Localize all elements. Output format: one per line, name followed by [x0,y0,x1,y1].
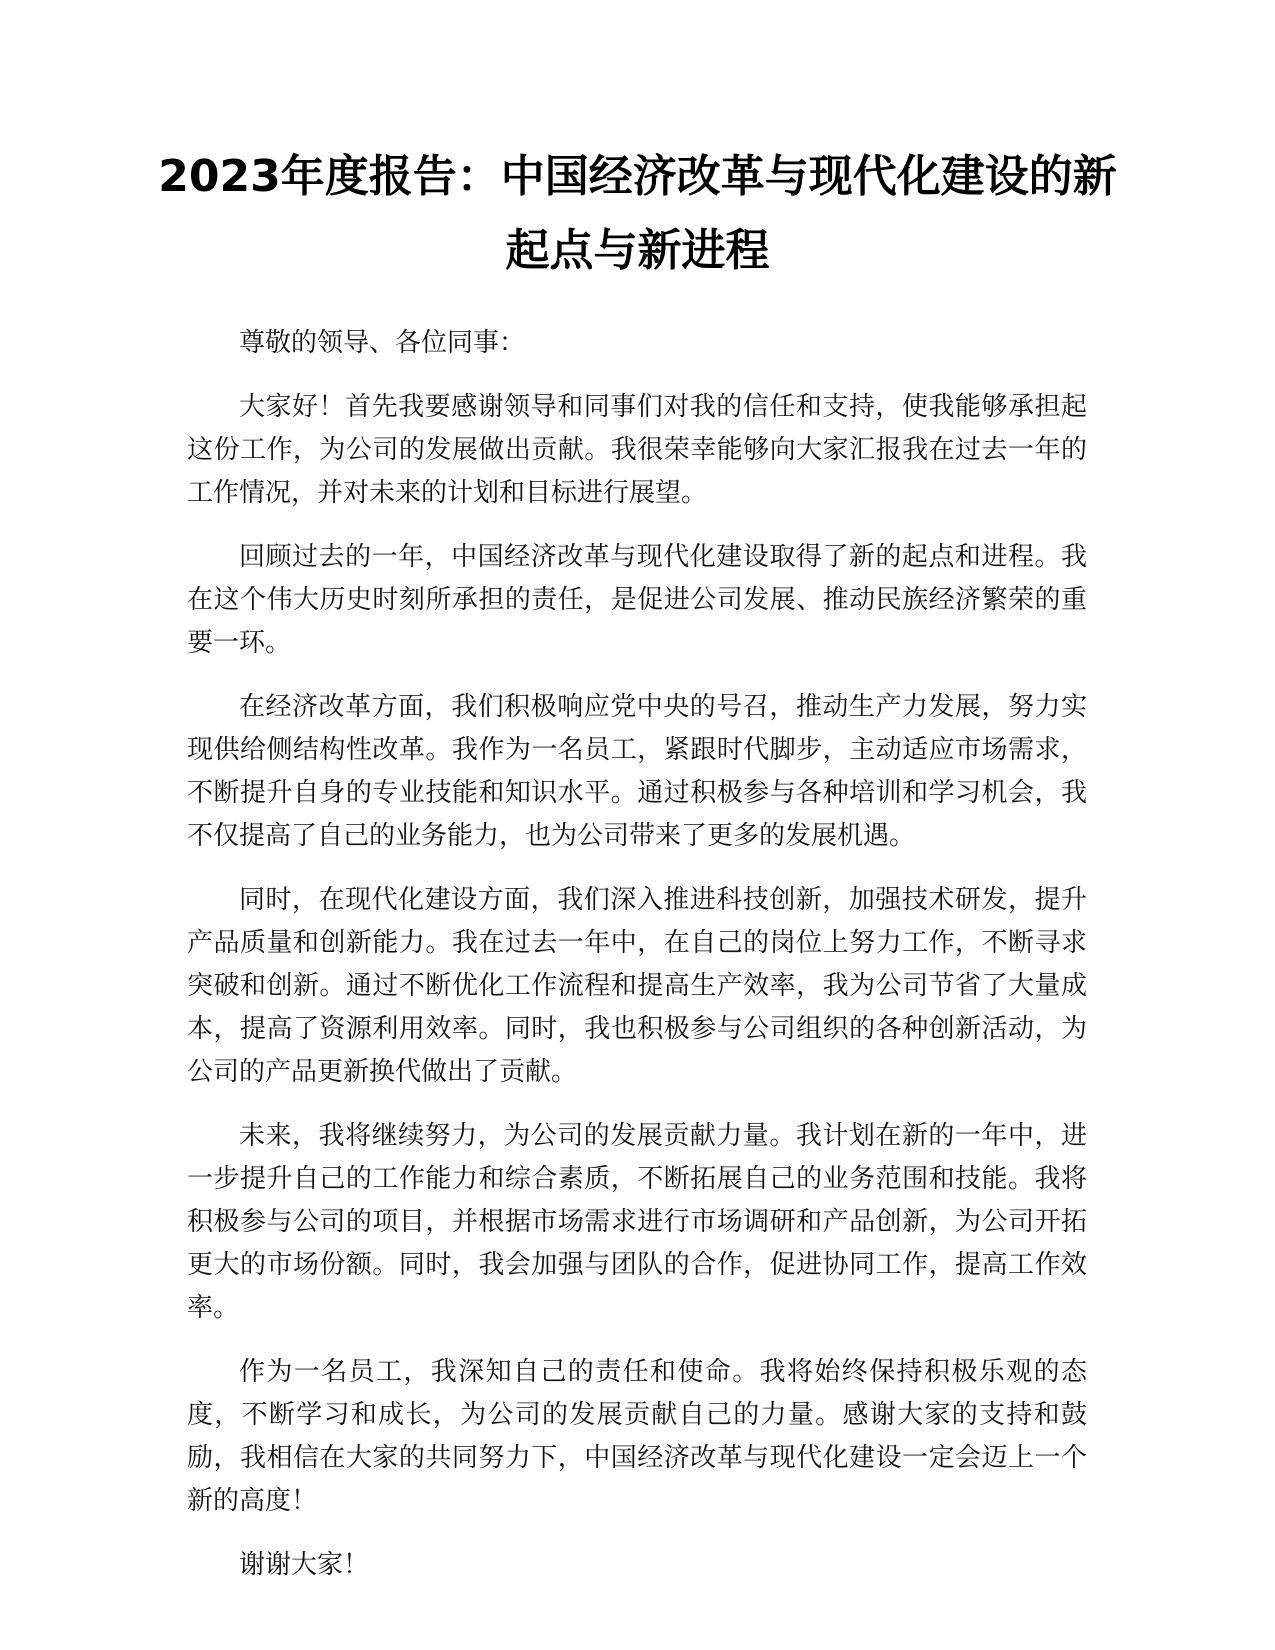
closing-thanks: 谢谢大家！ [239,1550,370,1580]
paragraph-modernization: 同时，在现代化建设方面，我们深入推进科技创新，加强技术研发，提升产品质量和创新能力。我在过去一年中，在自己的岗位上努力工作，不断寻求突破和创新。通过不断优化工作流程和提高生产效率，我为公司节省了大量成本，提高了资源利用效率。同时，我也积极参与公司组织的各种创新活动，为公司的产品更新换代做出了贡献。 [187,885,1087,1087]
paragraph-greeting: 大家好！首先我要感谢领导和同事们对我的信任和支持，使我能够承担起这份工作，为公司的发展做出贡献。我很荣幸能够向大家汇报我在过去一年的工作情况，并对未来的计划和目标进行展望。 [187,392,1087,508]
document-body [187,322,1087,1608]
paragraph-review: 回顾过去的一年，中国经济改革与现代化建设取得了新的起点和进程。我在这个伟大历史时刻所承担的责任，是促进公司发展、推动民族经济繁荣的重要一环。 [187,542,1087,658]
salutation: 尊敬的领导、各位同事： [239,328,526,358]
paragraph-responsibility: 作为一名员工，我深知自己的责任和使命。我将始终保持积极乐观的态度，不断学习和成长，为公司的发展贡献自己的力量。感谢大家的支持和鼓励，我相信在大家的共同努力下，中国经济改革与现代化建设一定会迈上一个新的高度！ [187,1357,1087,1516]
paragraph-future-plans: 未来，我将继续努力，为公司的发展贡献力量。我计划在新的一年中，进一步提升自己的工作能力和综合素质，不断拓展自己的业务范围和技能。我将积极参与公司的项目，并根据市场需求进行市场调研和产品创新，为公司开拓更大的市场份额。同时，我会加强与团队的合作，促进协同工作，提高工作效率。 [187,1121,1087,1323]
paragraph-economic-reform: 在经济改革方面，我们积极响应党中央的号召，推动生产力发展，努力实现供给侧结构性改革。我作为一名员工，紧跟时代脚步，主动适应市场需求，不断提升自身的专业技能和知识水平。通过积极参与各种培训和学习机会，我不仅提高了自己的业务能力，也为公司带来了更多的发展机遇。 [187,692,1087,851]
document-title: 2023年度报告：中国经济改革与现代化建设的新起点与新进程 [158,151,1117,276]
